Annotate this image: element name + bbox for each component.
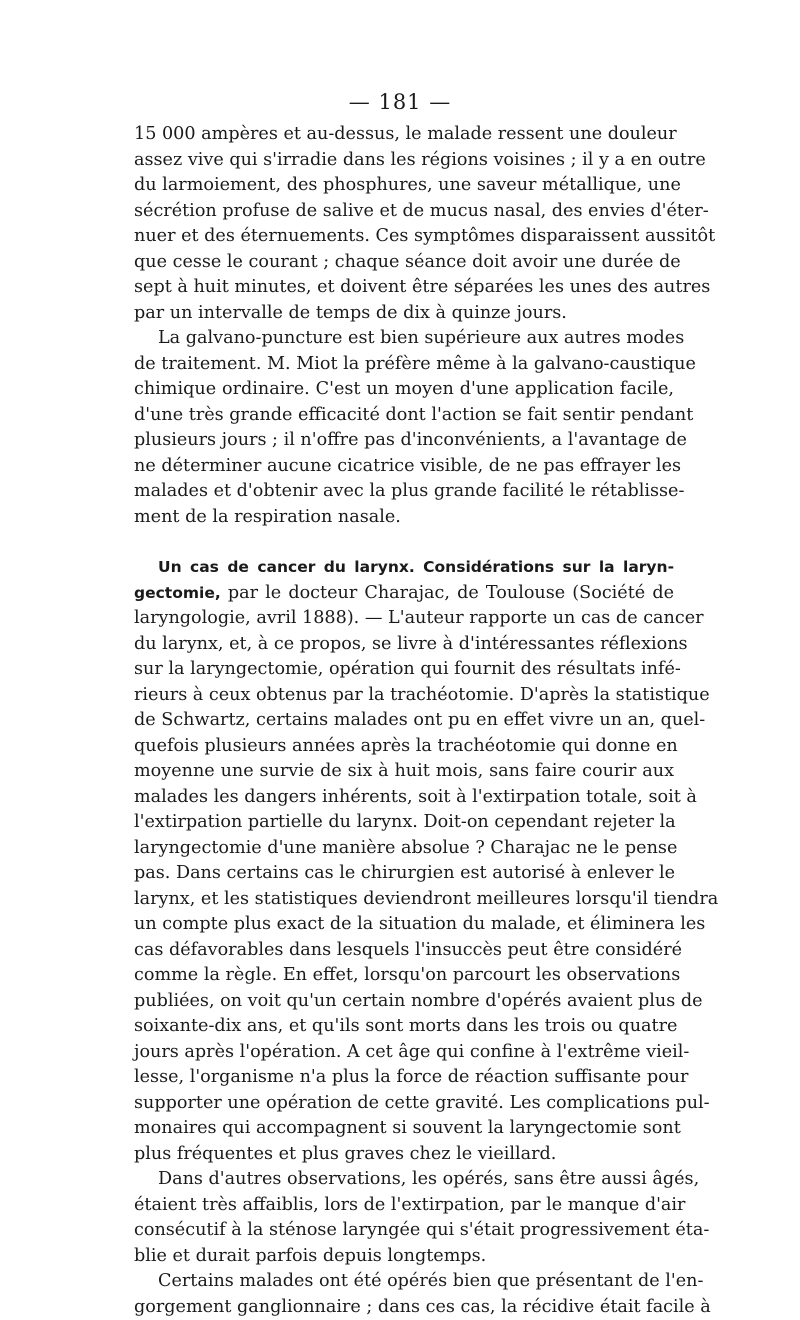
text-line: moyenne une survie de six à huit mois, sans faire courir aux xyxy=(134,759,674,785)
text-line: ment de la respiration nasale. xyxy=(134,505,674,531)
text-line: jours après l'opération. A cet âge qui confine à l'extrême vieil- xyxy=(134,1040,674,1066)
text-line: consécutif à la sténose laryngée qui s'était progressivement éta- xyxy=(134,1218,674,1244)
text-line: Certains malades ont été opérés bien que présentant de l'en- xyxy=(134,1269,674,1295)
text-line: que cesse le courant ; chaque séance doit avoir une durée de xyxy=(134,250,674,276)
text-line xyxy=(134,581,674,607)
text-line: par un intervalle de temps de dix à quinze jours. xyxy=(134,301,674,327)
text-line: du larynx, et, à ce propos, se livre à d'intéressantes réflexions xyxy=(134,632,674,658)
text-line: quefois plusieurs années après la trachéotomie qui donne en xyxy=(134,734,674,760)
text-line: laryngologie, avril 1888). — L'auteur rapporte un cas de cancer xyxy=(134,606,674,632)
text-line: laryngectomie d'une manière absolue ? Charajac ne le pense xyxy=(134,836,674,862)
body-text xyxy=(134,122,674,1320)
text-line: un compte plus exact de la situation du malade, et éliminera les xyxy=(134,912,674,938)
text-line: chimique ordinaire. C'est un moyen d'une application facile, xyxy=(134,377,674,403)
text-line: malades les dangers inhérents, soit à l'extirpation totale, soit à xyxy=(134,785,674,811)
text-line: larynx, et les statistiques deviendront meilleures lorsqu'il tiendra xyxy=(134,887,674,913)
text-line: pas. Dans certains cas le chirurgien est autorisé à enlever le xyxy=(134,861,674,887)
text-line: plus fréquentes et plus graves chez le vieillard. xyxy=(134,1142,674,1168)
text-line: blie et durait parfois depuis longtemps. xyxy=(134,1244,674,1270)
section-title: Un cas de cancer du larynx. Considérations sur la laryn- xyxy=(158,558,674,576)
text-line: monaires qui accompagnent si souvent la laryngectomie sont xyxy=(134,1116,674,1142)
text-line: publiées, on voit qu'un certain nombre d'opérés avaient plus de xyxy=(134,989,674,1015)
text-fragment: par le docteur Charajac, de Toulouse (Société de xyxy=(228,583,674,603)
text-line: nuer et des éternuements. Ces symptômes disparaissent aussitôt xyxy=(134,224,674,250)
text-line: de Schwartz, certains malades ont pu en effet vivre un an, quel- xyxy=(134,708,674,734)
text-line: supporter une opération de cette gravité. Les complications pul- xyxy=(134,1091,674,1117)
text-line: Dans d'autres observations, les opérés, sans être aussi âgés, xyxy=(134,1167,674,1193)
text-line: rieurs à ceux obtenus par la trachéotomie. D'après la statistique xyxy=(134,683,674,709)
section-heading-line xyxy=(134,555,674,581)
text-line: d'une très grande efficacité dont l'action se fait sentir pendant xyxy=(134,403,674,429)
text-line: 15 000 ampères et au-dessus, le malade ressent une douleur xyxy=(134,122,674,148)
text-line: soixante-dix ans, et qu'ils sont morts dans les trois ou quatre xyxy=(134,1014,674,1040)
text-line: ne déterminer aucune cicatrice visible, de ne pas effrayer les xyxy=(134,454,674,480)
text-line: du larmoiement, des phosphures, une saveur métallique, une xyxy=(134,173,674,199)
text-line: comme la règle. En effet, lorsqu'on parcourt les observations xyxy=(134,963,674,989)
section-title-cont: gectomie, xyxy=(134,584,221,602)
text-line: sept à huit minutes, et doivent être séparées les unes des autres xyxy=(134,275,674,301)
page-number: — 181 — xyxy=(0,90,800,114)
text-line: assez vive qui s'irradie dans les régions voisines ; il y a en outre xyxy=(134,148,674,174)
text-line: sur la laryngectomie, opération qui fournit des résultats infé- xyxy=(134,657,674,683)
text-line: cas défavorables dans lesquels l'insuccès peut être considéré xyxy=(134,938,674,964)
text-line: La galvano-puncture est bien supérieure aux autres modes xyxy=(134,326,674,352)
text-line: plusieurs jours ; il n'offre pas d'inconvénients, a l'avantage de xyxy=(134,428,674,454)
text-line: de traitement. M. Miot la préfère même à la galvano-caustique xyxy=(134,352,674,378)
text-line: étaient très affaiblis, lors de l'extirpation, par le manque d'air xyxy=(134,1193,674,1219)
text-line: gorgement ganglionnaire ; dans ces cas, la récidive était facile à xyxy=(134,1295,674,1320)
text-line: sécrétion profuse de salive et de mucus nasal, des envies d'éter- xyxy=(134,199,674,225)
text-line: malades et d'obtenir avec la plus grande facilité le rétablisse- xyxy=(134,479,674,505)
section-gap xyxy=(134,530,674,555)
text-line: l'extirpation partielle du larynx. Doit-on cependant rejeter la xyxy=(134,810,674,836)
text-line: lesse, l'organisme n'a plus la force de réaction suffisante pour xyxy=(134,1065,674,1091)
